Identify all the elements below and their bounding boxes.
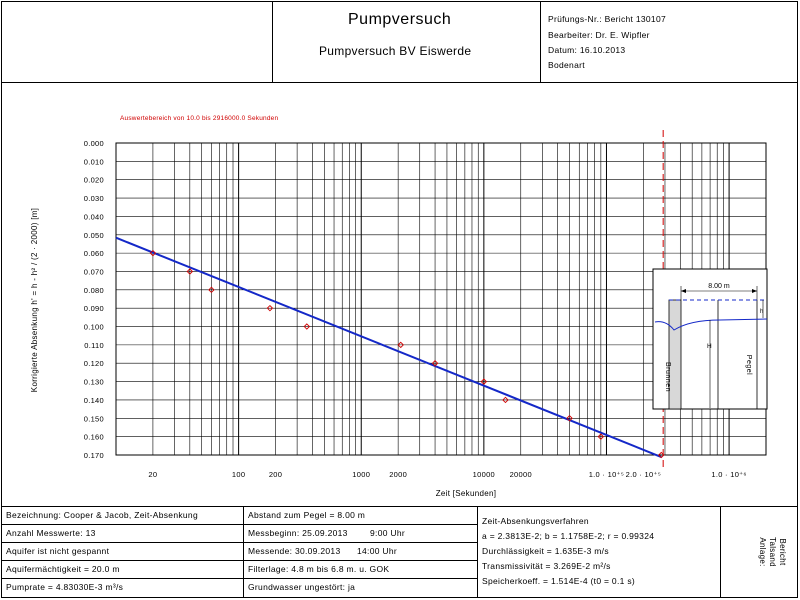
info-maechtigkeit: Aquifermächtigkeit = 20.0 m xyxy=(6,564,120,574)
x-tick-label: 10000 xyxy=(472,470,496,479)
info-transmissivitaet: Transmissivität = 3.269E-2 m²/s xyxy=(482,561,611,571)
x-tick-label: 100 xyxy=(231,470,246,479)
info-bezeichnung: Bezeichnung: Cooper & Jacob, Zeit-Absenkung xyxy=(6,510,198,520)
inset-gauge-label: Pegel xyxy=(745,354,752,376)
info-filterlage: Filterlage: 4.8 m bis 6.8 m. u. GOK xyxy=(248,564,390,574)
side-talsand: Talsand xyxy=(768,537,777,567)
info-col1-divider xyxy=(243,506,244,598)
y-tick-label: 0.120 xyxy=(83,359,104,369)
info-verfahren: Zeit-Absenkungsverfahren xyxy=(482,516,589,526)
x-tick-label: 1.0 · 10⁺⁶ xyxy=(711,470,747,479)
datum-text: Datum: 16.10.2013 xyxy=(548,45,626,55)
y-tick-label: 0.060 xyxy=(83,249,104,259)
info-top-line xyxy=(1,506,798,507)
y-tick-label: 0.110 xyxy=(84,340,104,350)
inset-schematic xyxy=(653,269,767,409)
y-tick-label: 0.050 xyxy=(83,230,104,240)
inset-well xyxy=(669,300,681,409)
y-tick-label: 0.020 xyxy=(83,175,104,185)
info-durchlaessigkeit: Durchlässigkeit = 1.635E-3 m/s xyxy=(482,546,609,556)
inset-distance: 8.00 m xyxy=(708,283,730,290)
side-anlage: Anlage: xyxy=(758,537,767,567)
x-tick-labels xyxy=(148,470,746,479)
y-tick-label: 0.040 xyxy=(83,212,104,222)
info-pumprate: Pumprate = 4.83030E-3 m³/s xyxy=(6,582,124,592)
inset-h-label: H xyxy=(707,343,712,350)
info-col2-divider xyxy=(477,506,478,598)
inset-well-label: Brunnen xyxy=(664,362,671,392)
y-tick-label: 0.030 xyxy=(83,194,104,204)
y-tick-label: 0.000 xyxy=(83,139,104,148)
page-title: Pumpversuch xyxy=(348,11,452,28)
x-tick-label: 20 xyxy=(148,470,158,479)
y-axis-label: Korrigierte Absenkung h' = h - h² / (2 · 2000) [m] xyxy=(30,207,39,393)
y-tick-label: 0.140 xyxy=(83,395,104,405)
inset-small-h: h xyxy=(760,309,764,315)
info-messende-time: 14:00 Uhr xyxy=(357,546,398,556)
side-labels xyxy=(720,506,798,598)
x-axis-label: Zeit [Sekunden] xyxy=(435,489,497,498)
y-tick-label: 0.160 xyxy=(83,432,104,442)
info-abstand: Abstand zum Pegel = 8.00 m xyxy=(248,510,366,520)
y-tick-labels xyxy=(84,139,104,460)
y-tick-label: 0.100 xyxy=(83,322,104,332)
info-grundwasser: Grundwasser ungestört: ja xyxy=(248,582,356,592)
y-tick-label: 0.080 xyxy=(83,285,104,295)
evaluation-range-note: Auswertebereich von 10.0 bis 2916000.0 Sekunden xyxy=(120,115,279,122)
side-bericht: Bericht xyxy=(778,538,787,566)
y-tick-label: 0.090 xyxy=(83,304,104,314)
info-messbeginn-time: 9:00 Uhr xyxy=(370,528,406,538)
x-tick-label: 20000 xyxy=(509,470,532,479)
y-tick-label: 0.150 xyxy=(83,414,104,424)
info-aquifer: Aquifer ist nicht gespannt xyxy=(6,546,110,556)
page-subtitle: Pumpversuch BV Eiswerde xyxy=(319,44,472,58)
x-tick-label: 1000 xyxy=(352,470,371,479)
info-speicherkoeff: Speicherkoeff. = 1.514E-4 (t0 = 0.1 s) xyxy=(482,576,635,586)
y-tick-label: 0.170 xyxy=(83,451,104,460)
x-tick-label: 1.0 · 10⁺⁵ xyxy=(588,470,625,479)
info-params: a = 2.3813E-2; b = 1.1758E-2; r = 0.99324 xyxy=(482,531,655,541)
x-tick-label: 200 xyxy=(268,470,283,479)
bodenart-text: Bodenart xyxy=(548,60,585,70)
info-anzahl: Anzahl Messwerte: 13 xyxy=(6,528,96,538)
bearbeiter-text: Bearbeiter: Dr. E. Wipfler xyxy=(548,30,650,40)
x-tick-label: 2.0 · 10⁺⁵ xyxy=(625,470,662,479)
pruefnr-text: Prüfungs-Nr.: Bericht 130107 xyxy=(548,14,667,24)
x-tick-label: 2000 xyxy=(389,470,408,479)
y-tick-label: 0.130 xyxy=(83,377,104,387)
info-messende: Messende: 30.09.2013 xyxy=(248,546,341,556)
y-tick-label: 0.070 xyxy=(83,267,104,277)
info-messbeginn: Messbeginn: 25.09.2013 xyxy=(248,528,348,538)
y-tick-label: 0.010 xyxy=(83,157,104,167)
